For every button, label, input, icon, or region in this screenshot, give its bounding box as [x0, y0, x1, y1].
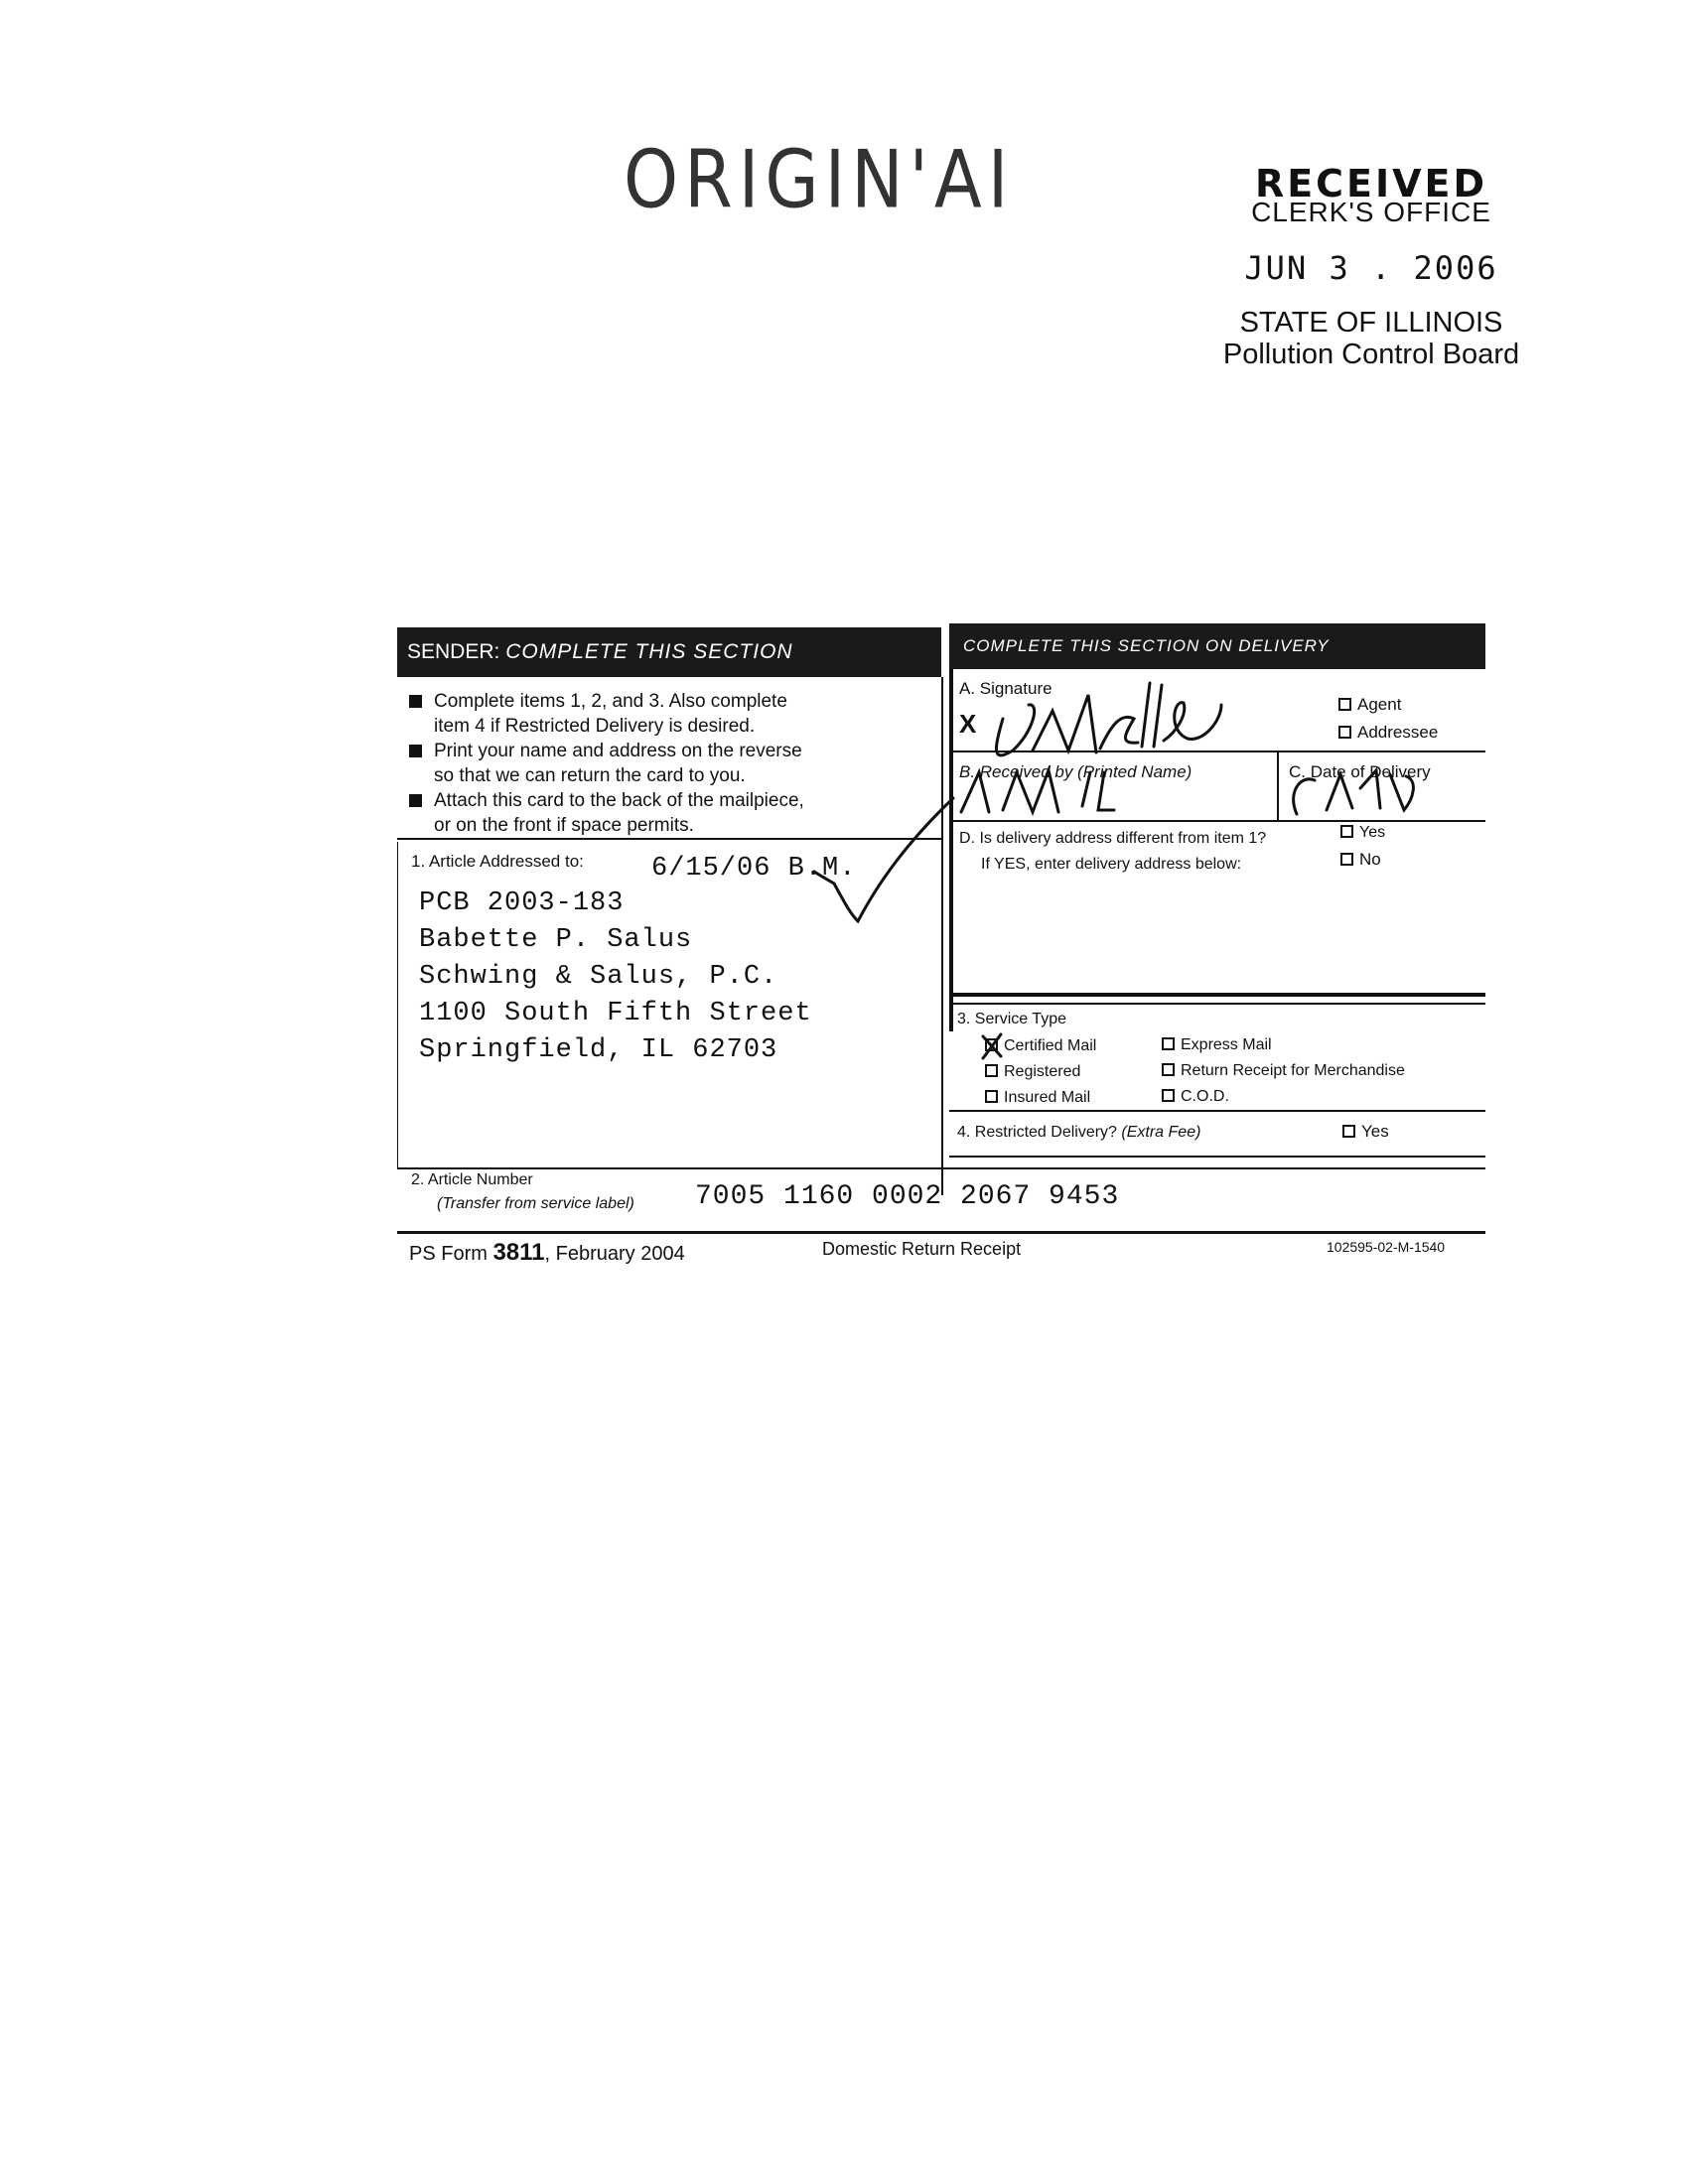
instruction-text: Print your name and address on the reverse [434, 741, 802, 761]
ps-form-prefix: PS Form [409, 1243, 493, 1265]
agent-label: Agent [1357, 695, 1402, 714]
service-type-label: 3. Service Type [957, 1011, 1066, 1027]
signature-stroke [1033, 695, 1096, 752]
certified-mark [983, 1034, 1001, 1058]
delivery-header: COMPLETE THIS SECTION ON DELIVERY [949, 623, 1485, 669]
return-receipt-form [397, 623, 1489, 1279]
address-line: PCB 2003-183 [419, 888, 625, 918]
signature-x: X [959, 709, 977, 739]
address-line: Babette P. Salus [419, 925, 693, 955]
article-addressed-label: 1. Article Addressed to: [411, 852, 584, 871]
item-d-sub: If YES, enter delivery address below: [981, 856, 1242, 873]
express-label: Express Mail [1181, 1036, 1272, 1053]
form-code: 102595-02-M-1540 [1327, 1239, 1446, 1255]
certified-label: Certified Mail [1004, 1037, 1097, 1054]
ps-form-number: 3811 [492, 1239, 545, 1266]
restricted-fee: (Extra Fee) [1121, 1124, 1201, 1141]
return-receipt-label: Return Receipt for Merchandise [1181, 1062, 1405, 1079]
original-stamp: ORIGIN'AI [624, 132, 1015, 227]
sender-header-italic: COMPLETE THIS SECTION [505, 640, 793, 663]
restricted-yes-label: Yes [1361, 1122, 1389, 1141]
instruction-text: so that we can return the card to you. [434, 765, 746, 786]
received-by-label: B. Received by (Printed Name) [959, 762, 1193, 781]
signature-stroke [996, 705, 1034, 755]
instruction-text: or on the front if space permits. [434, 815, 694, 836]
ps-form-date: , February 2004 [544, 1243, 685, 1265]
sender-header-bold: SENDER: [407, 640, 500, 663]
handwriting-ink [397, 623, 1489, 1279]
clerk-office: CLERK'S OFFICE [1251, 197, 1491, 227]
signature-stroke [1142, 683, 1162, 747]
cod-label: C.O.D. [1181, 1088, 1229, 1105]
signature-stroke [1164, 703, 1221, 741]
state-name: STATE OF ILLINOIS [1239, 307, 1503, 339]
instruction-text: Attach this card to the back of the mailpiece, [434, 790, 804, 811]
article-number-sub: (Transfer from service label) [437, 1195, 634, 1212]
signature-stroke [1100, 717, 1138, 749]
domestic-return-receipt: Domestic Return Receipt [822, 1239, 1022, 1259]
received-date: JUN 3 . 2006 [1244, 249, 1498, 287]
article-number: 7005 1160 0002 2067 9453 [695, 1181, 1120, 1212]
instruction-text: Complete items 1, 2, and 3. Also complete [434, 691, 787, 712]
address-line: 1100 South Fifth Street [419, 999, 812, 1028]
checkmark-stroke [834, 798, 953, 921]
printed-name-stroke [1082, 772, 1114, 810]
yes-label: Yes [1359, 824, 1386, 841]
restricted-label: 4. Restricted Delivery? [957, 1124, 1117, 1141]
insured-label: Insured Mail [1004, 1089, 1091, 1106]
instruction-text: item 4 if Restricted Delivery is desired. [434, 716, 756, 737]
board-name: Pollution Control Board [1222, 339, 1520, 370]
no-label: No [1359, 850, 1381, 869]
date-stroke [1294, 770, 1414, 814]
handwritten-date-note: 6/15/06 B.M. [651, 854, 857, 884]
article-number-label: 2. Article Number [411, 1171, 533, 1188]
printed-name-stroke [961, 770, 1058, 812]
received-stamp [1222, 164, 1520, 370]
received-title: RECEIVED [1254, 162, 1488, 205]
signature-label: A. Signature [959, 679, 1052, 698]
date-delivery-label: C. Date of Delivery [1289, 762, 1431, 781]
addressee-label: Addressee [1357, 723, 1439, 742]
registered-label: Registered [1004, 1063, 1081, 1080]
address-line: Springfield, IL 62703 [419, 1035, 778, 1065]
address-line: Schwing & Salus, P.C. [419, 962, 778, 992]
checkmark-stroke [814, 872, 834, 884]
item-d-label: D. Is delivery address different from item 1? [959, 830, 1267, 847]
